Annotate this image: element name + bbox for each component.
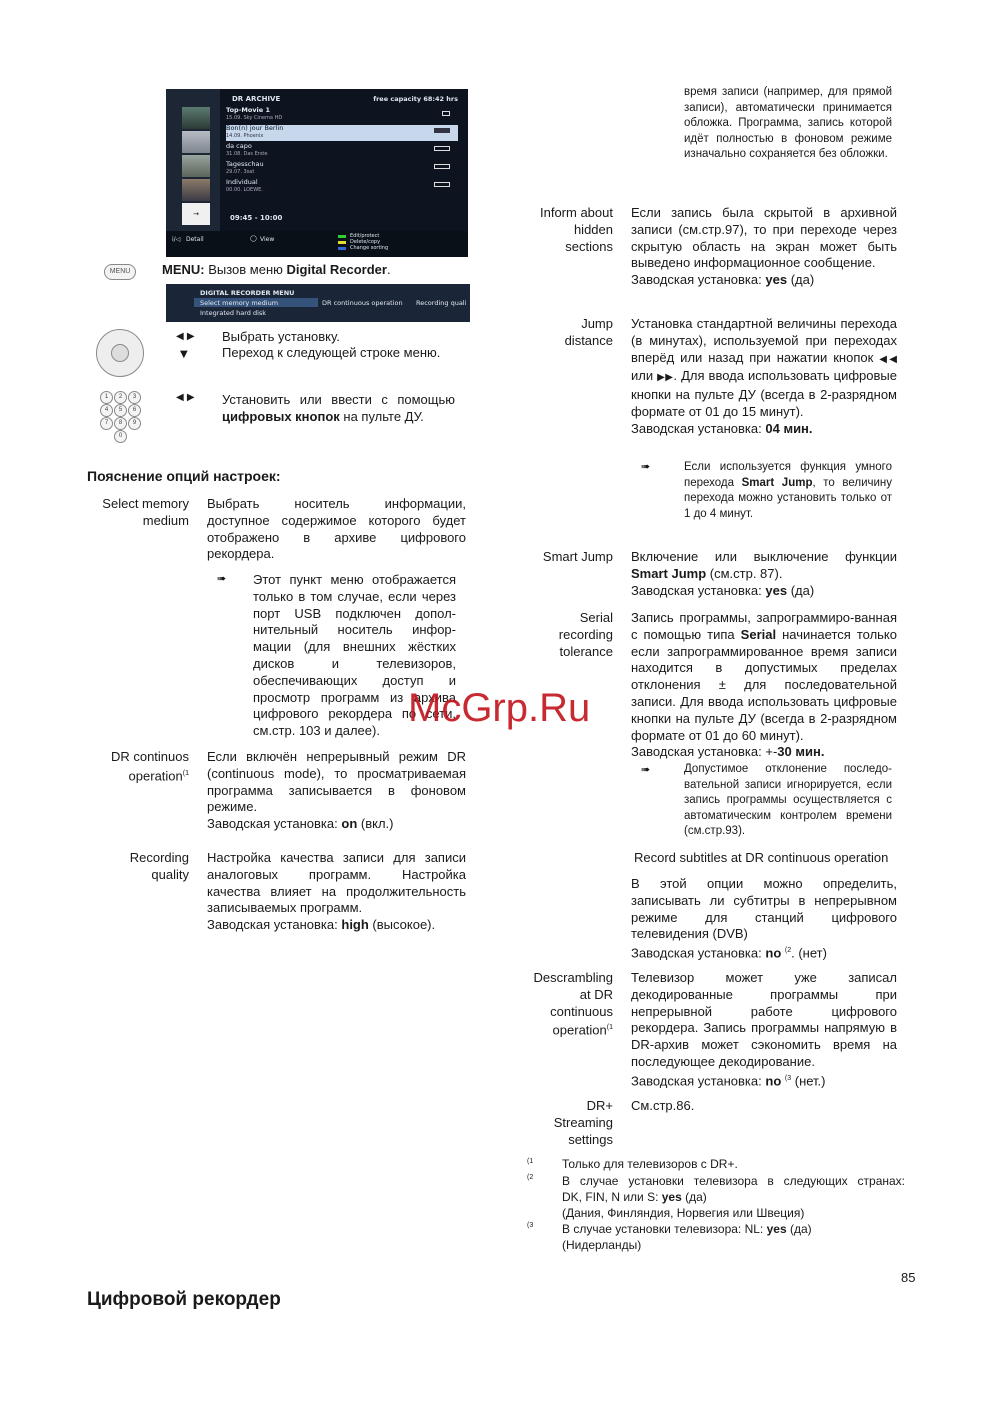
option-label-dr-continuous: DR continuos operation$^{(1}$ — [110, 749, 189, 784]
footnote-1: Только для телевизоров с DR+. — [562, 1157, 738, 1171]
continued-note: время записи (например, для прямой записи), автоматически принимается обложка. Программа, запись которой идёт полностью в фоновом режиме изначально сохраняется без обложки. — [684, 86, 892, 161]
option-text-select-memory: Выбрать носитель информации, доступное содержимое которого будет отображено в архиве цифрового рекордера. — [207, 496, 466, 562]
page-number: 85 — [901, 1270, 916, 1285]
archive-entry[interactable]: Individual 00.00. LOEWE. — [226, 179, 458, 195]
dr-menu-right-item[interactable]: Recording quali — [416, 299, 467, 307]
note-serial-tolerance: Допустимое отклонение последо-вательной записи игнорируется, если запись программы осуществляется с автоматическим контролем времени (см.стр.93). — [684, 763, 892, 838]
rewind-icon: ◀◀ — [879, 353, 897, 365]
note-select-memory: Этот пункт меню отображается только в том случае, если через порт USB подключен допол-нительный носитель инфор-мации (для внешних жёстких дисков и телевизоров, обеспечивающих доступ и просмотр программ из архива цифрового рекордера по сети, см.стр. 103 и далее). — [253, 572, 456, 739]
nav-enter-text: Установить или ввести с помощью цифровых кнопок на пульте ДУ. — [222, 392, 455, 424]
detail-icon: i/◁ — [172, 236, 181, 243]
option-label-smart-jump: Smart Jump — [542, 549, 613, 564]
down-arrow-icon: ▼ — [180, 349, 188, 360]
view-icon: ◯ — [250, 235, 257, 242]
dr-menu-item[interactable]: Integrated hard disk — [200, 309, 267, 317]
dr-menu-right-item[interactable]: DR continuous operation — [322, 299, 403, 307]
option-label-select-memory: Select memory medium — [102, 496, 189, 528]
note-jump-distance: Если используется функция умного перехода Smart Jump, то величину перехода можно установить только от 1 до 4 минут. — [684, 461, 893, 520]
archive-entry-selected[interactable]: Bon(n) jour Berlin 14.09. Phoenix — [226, 125, 458, 141]
dr-menu-title: DIGITAL RECORDER MENU — [200, 289, 295, 297]
archive-entry[interactable]: Tagesschau 29.07. 3sat — [226, 161, 458, 177]
archive-entry[interactable]: da capo 31.08. Das Erste — [226, 143, 458, 159]
progress-bar-icon — [434, 182, 450, 187]
option-label-record-subtitles: Record subtitles at DR continuous operation — [634, 850, 889, 865]
archive-entry[interactable]: Top-Movie 1 15.09. Sky Cinema HD — [226, 107, 458, 123]
option-text-jump-distance: Установка стандартной величины перехода (в минутах), используемой при переходах вперёд или назад при нажатии кнопок ◀◀ или ▶▶. Для ввода использовать цифровые кнопки на пульте ДУ (всегда в 2-разрядном формате от 01 до 15 минут). Заводская установка: 04 мин. — [631, 316, 897, 436]
ok-button-icon — [111, 344, 129, 362]
option-text-record-subtitles: В этой опции можно определить, записывать ли субтитры в непрерывном режиме для станций цифрового телевидения (DVB) Заводская установка: no $^{(2}$. (нет) — [631, 876, 897, 961]
thumbnail-5: → — [182, 203, 210, 225]
yellow-key-icon — [338, 241, 346, 244]
thumbnail-2 — [182, 131, 210, 153]
footer-opt-label: Delete/copy — [350, 239, 381, 245]
progress-bar-icon — [434, 164, 450, 169]
dr-archive-screenshot — [166, 89, 468, 257]
footnote-3: В случае установки телевизора: NL: yes (да) (Нидерланды) — [562, 1222, 812, 1252]
footnote-mark: (3 — [527, 1222, 534, 1229]
footnote-mark: (2 — [527, 1174, 534, 1181]
footnote-mark: (1 — [527, 1158, 534, 1165]
option-label-inform-hidden: Inform about hidden sections — [540, 205, 613, 254]
nav-select-text: Выбрать установку. — [222, 329, 340, 344]
footer-opt-label: Change sorting — [350, 245, 389, 251]
note-arrow-icon: ➠ — [641, 763, 651, 776]
blue-key-icon — [338, 247, 346, 250]
footer-opt-label: Edit/protect — [350, 233, 380, 239]
menu-remote-button-icon: MENU — [104, 264, 136, 280]
footnote-2: В случае установки телевизора в следующих странах: DK, FIN, N или S: yes (да) (Дания, Финляндия, Норвегия или Швеция) — [562, 1174, 905, 1220]
option-text-descrambling: Телевизор может уже записал декодированные программы при непрерывной работе цифрового рекордера. Запись программы напрямую в DR-архив может сэкономить время на последующее декодирование. Заводская установка: no $^{(3}$ (нет.) — [631, 970, 897, 1089]
screen-time: 09:45 - 10:00 — [230, 214, 283, 222]
option-label-descrambling: Descrambling at DR continuous operation$^{(1}$ — [533, 970, 613, 1038]
numeric-keypad-icon: 1 2 3 4 5 6 7 8 9 0 — [100, 391, 144, 447]
thumbnail-1 — [182, 107, 210, 129]
option-label-serial-tolerance: Serial recording tolerance — [558, 610, 613, 659]
dr-menu-item-selected[interactable]: Select memory medium — [194, 298, 318, 307]
left-right-arrows-icon: ◀ ▶ — [176, 331, 195, 342]
dr-menu-screenshot — [166, 284, 470, 322]
footer-view-label: View — [260, 236, 275, 243]
option-label-dr-streaming: DR+ Streaming settings — [553, 1098, 613, 1147]
option-label-jump-distance: Jump distance — [564, 316, 613, 348]
progress-bar-icon — [442, 111, 450, 116]
screen-title: DR ARCHIVE — [232, 95, 281, 103]
option-text-dr-streaming: См.стр.86. — [631, 1098, 695, 1113]
note-arrow-icon: ➠ — [641, 460, 651, 473]
navigation-ring-icon — [96, 329, 144, 377]
fast-forward-icon: ▶▶ — [657, 372, 674, 384]
left-right-arrows-icon: ◀ ▶ — [176, 392, 195, 403]
green-key-icon — [338, 235, 346, 238]
thumbnail-4 — [182, 179, 210, 201]
option-text-smart-jump: Включение или выключение функции Smart Jump (см.стр. 87). Заводская установка: yes (да) — [631, 549, 897, 598]
option-text-dr-continuous: Если включён непрерывный режим DR (continuous mode), то просматриваемая программа записывается в фоновом режиме. Заводская установка: on (вкл.) — [207, 749, 466, 832]
progress-bar-icon — [434, 128, 450, 133]
chapter-title: Цифровой рекордер — [87, 1289, 281, 1310]
watermark-logo: McGrp.Ru — [408, 686, 591, 730]
nav-down-text: Переход к следующей строке меню. — [222, 345, 441, 360]
option-text-recording-quality: Настройка качества записи для записи аналоговых программ. Настройка качества влияет на продолжительность записываемых программ. Заводская установка: high (высокое). — [207, 850, 466, 933]
option-text-serial-tolerance: Запись программы, запрограммиро-ванная с помощью типа Serial начинается только если запрограммированное время записи находится в допустимых пределах отклонения ± для последовательной записи. Для ввода использовать цифровые кнопки на пульте ДУ (всегда в 2-разрядном формате от 01 до 60 минут). Заводская установка: +-30 мин. — [631, 610, 897, 760]
menu-call-text: MENU: Вызов меню Digital Recorder. — [162, 262, 391, 277]
screen-footer — [166, 231, 468, 257]
thumbnail-3 — [182, 155, 210, 177]
option-label-recording-quality: Recording quality — [129, 850, 189, 882]
footer-detail-label: Detail — [186, 236, 204, 243]
screen-capacity: free capacity 68:42 hrs — [373, 95, 458, 103]
option-text-inform-hidden: Если запись была скрытой в архивной записи (см.стр.97), то при переходе через скрытую область на экран может быть выведено информационное сообщение. Заводская установка: yes (да) — [631, 205, 897, 288]
section-title: Пояснение опций настроек: — [87, 468, 281, 484]
progress-bar-icon — [434, 146, 450, 151]
note-arrow-icon: ➠ — [217, 572, 227, 585]
